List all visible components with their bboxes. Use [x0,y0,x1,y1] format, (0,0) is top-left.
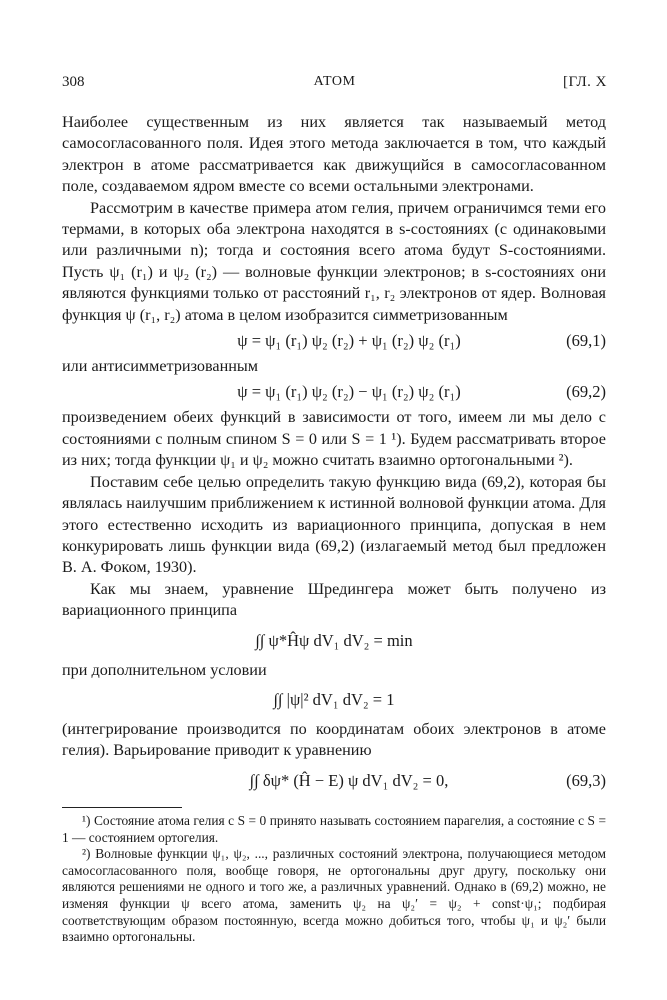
paragraph-6: (интегрирование производится по координатам обоих электронов в атоме гелия). Варьирование приводит к уравнению [62,719,606,760]
page-number: 308 [62,74,85,90]
footnotes [62,813,606,946]
running-title: АТОМ [313,74,356,89]
equation-69-3-number: (69,3) [566,770,606,790]
equation-variational-expr: ∫∫ ψ*Ĥψ dV₁ dV₂ = min [255,630,413,650]
equation-normalization-expr: ∫∫ |ψ|² dV₁ dV₂ = 1 [273,689,395,709]
main-text [62,112,606,800]
paragraph-5b: при дополнительном условии [62,660,267,679]
equation-69-1-expr: ψ = ψ₁ (r₁) ψ₂ (r₂) + ψ₁ (r₂) ψ₂ (r₁) [237,331,461,351]
footnote-rule [62,807,182,808]
equation-normalization [62,681,606,719]
paragraph-5: Как мы знаем, уравнение Шредингера может быть получено из вариационного принципа [62,579,606,620]
paragraph-1: Наиболее существенным из них является так называемый метод самосогласованного поля. Идея этого метода заключается в том, что каждый электрон в атоме рассматривается как движущийся в самосогласованном поле, создаваемом ядром вместе со всеми остальными электронами. [62,113,606,196]
paragraph-3: произведением обеих функций в зависимости от того, имеем ли мы дело с состояниями с полным спином S = 0 или S = 1 ¹). Будем рассматривать второе из них; тогда функции ψ₁ и ψ₂ можно считать взаимно ортогональными ²). [62,408,606,470]
equation-69-3-expr: ∫∫ δψ* (Ĥ − E) ψ dV₁ dV₂ = 0, [249,770,449,790]
paragraph-2: Рассмотрим в качестве примера атом гелия, причем ограничимся теми его термами, в которых оба электрона находятся в s-состояниях (с одинаковыми или различными n); тогда и состояния всего атома будут S-состояниями. Пусть ψ₁ (r₁) и ψ₂ (r₂) — волновые функции электронов; в s-состояниях они являются функциями только от расстояний r₁, r₂ электронов от ядер. Волновая функция ψ (r₁, r₂) атома в целом изобразится симметризованным [62,198,606,324]
equation-variational [62,622,606,660]
equation-69-2-number: (69,2) [566,382,606,402]
footnote-2: ²) Волновые функции ψ₁, ψ₂, ..., различных состояний электрона, получающиеся методом самосогласованного поля, вообще говоря, не ортогональны друг другу, поскольку они являются решениями не одного и того же, а различных уравнений. Однако в (69,2) можно, не изменяя функции ψ всего атома, заменить ψ₂ на ψ₂′ = ψ₂ + const·ψ₁; подбирая соответствующим образом постоянную, всегда можно добиться того, чтобы ψ₁ и ψ₂′ были взаимно ортогональны. [62,846,606,945]
equation-69-2 [62,377,606,407]
chapter-label: [ГЛ. X [562,74,607,90]
equation-69-1-number: (69,1) [566,331,606,351]
equation-69-3 [62,762,606,800]
footnote-1: ¹) Состояние атома гелия с S = 0 принято называть состоянием парагелия, а состояние с S = 1 — состоянием ортогелия. [62,813,606,845]
paragraph-4: Поставим себе целью определить такую функцию вида (69,2), которая бы являлась наилучшим приближением к истинной волновой функции атома. Для этого естественно исходить из вариационного принципа, допуская в нем конкурировать лишь функции вида (69,2) (излагаемый метод был предложен В. А. Фоком, 1930). [62,472,606,577]
equation-69-1 [62,326,606,356]
page-header [62,74,607,94]
paragraph-2b: или антисимметризованным [62,357,259,376]
equation-69-2-expr: ψ = ψ₁ (r₁) ψ₂ (r₂) − ψ₁ (r₂) ψ₂ (r₁) [237,382,461,402]
